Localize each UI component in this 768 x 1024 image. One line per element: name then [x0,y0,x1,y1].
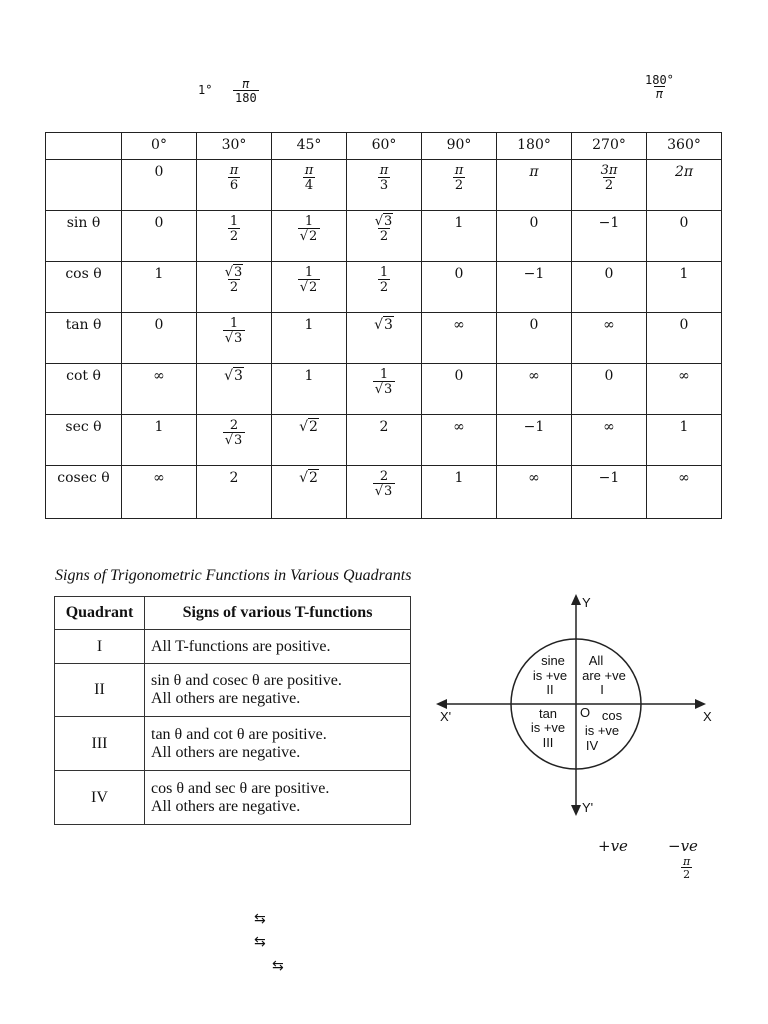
radian-30 [197,160,272,211]
y-prime-arrow-icon [571,805,581,816]
tan-row [46,313,722,364]
negative-label: −ve [668,837,698,855]
q3-line1: tan [538,706,558,721]
quadrant-signs [145,717,411,771]
sec-label: sec θ [46,415,122,466]
fraction-num: π [229,163,239,178]
radical-sign: √ [299,470,308,486]
cot-180: ∞ [497,364,572,415]
radian-180: π [497,160,572,211]
tan-label: tan θ [46,313,122,364]
header-60: 60° [347,133,422,160]
positive-label: +ve [598,837,628,855]
cosec-360: ∞ [647,466,722,519]
sqrt-2 [299,469,319,486]
fraction-den: 2 [229,280,239,295]
sec-180: −1 [497,415,572,466]
radical-sign: √ [224,265,233,280]
tan-360: 0 [647,313,722,364]
sin-0: 0 [122,211,197,262]
quadrant-number: I [55,630,145,664]
cot-45: 1 [272,364,347,415]
cot-row [46,364,722,415]
sin-30 [197,211,272,262]
cot-0: ∞ [122,364,197,415]
sqrt-3 [225,330,244,346]
quadrant-header-row [55,597,411,630]
quadrant-signs [145,771,411,825]
trig-values-table [45,132,722,519]
radicand: 3 [384,484,393,499]
radicand: 2 [309,470,318,486]
origin-label: O [580,705,591,720]
q2-line1: sine [541,653,565,668]
radian-row [46,160,722,211]
sin-270: −1 [572,211,647,262]
cos-45 [272,262,347,313]
fraction-num: π [454,163,464,178]
radicand: 2 [309,419,318,435]
header-30: 30° [197,133,272,160]
header-signs: Signs of various T-functions [145,597,411,630]
tan-60 [347,313,422,364]
cosec-270: −1 [572,466,647,519]
fraction-num: 1 [379,265,389,280]
radian-270 [572,160,647,211]
cos-30 [197,262,272,313]
radicand: 3 [234,433,243,448]
x-arrow-icon [695,699,706,709]
signs-line: All others are negative. [151,743,301,761]
q3-line3: III [542,735,554,750]
cosec-label: cosec θ [46,466,122,519]
sec-0: 1 [122,415,197,466]
header-360: 360° [647,133,722,160]
cosec-180: ∞ [497,466,572,519]
one-degree-label: 1° [198,83,213,97]
sqrt-3 [375,483,394,499]
signs-line: sin θ and cosec θ are positive. [151,672,342,689]
q1-line2: are +ve [582,668,626,683]
sec-270: ∞ [572,415,647,466]
sqrt-3 [225,264,244,280]
sec-row [46,415,722,466]
radian-0: 0 [122,160,197,211]
pi-over-180 [233,78,259,104]
y-label: Y [582,595,591,610]
sqrt-2 [300,228,319,244]
q2-line2: is +ve [532,668,568,683]
tan-30 [197,313,272,364]
fraction-den: 2 [379,280,389,295]
sec-30 [197,415,272,466]
radicand: 3 [384,214,393,229]
signs-line: cos θ and sec θ are positive. [151,779,330,797]
sin-90: 1 [422,211,497,262]
q4-line1: cos [601,708,623,723]
sqrt-3 [375,381,394,397]
pi-denominator: π [655,87,664,101]
swap-arrows-icon: ⇆ [254,911,266,927]
quadrant-number: IV [55,771,145,825]
sin-360: 0 [647,211,722,262]
radical-sign: √ [374,382,383,397]
sin-label: sin θ [46,211,122,262]
radicand: 3 [384,317,393,333]
radian-360: 2π [647,160,722,211]
radicand: 3 [234,331,243,346]
radian-45 [272,160,347,211]
header-0: 0° [122,133,197,160]
cosec-row [46,466,722,519]
fraction-den: 3 [379,178,389,193]
sec-360: 1 [647,415,722,466]
fraction-den: 2 [379,229,389,244]
radian-label-cell [46,160,122,211]
radian-60 [347,160,422,211]
quadrant-signs-table [54,596,411,825]
header-90: 90° [422,133,497,160]
sqrt-3 [224,367,244,384]
tan-0: 0 [122,313,197,364]
radian-90 [422,160,497,211]
y-arrow-icon [571,594,581,605]
radicand: 3 [234,368,243,384]
radical-sign: √ [374,214,383,229]
radical-sign: √ [224,331,233,346]
radical-sign: √ [224,368,233,384]
quadrant-diagram [430,590,730,820]
quadrant-row [55,630,411,664]
numerator-180-degrees: 180° [645,73,674,87]
q4-line3: IV [585,738,599,753]
cosec-90: 1 [422,466,497,519]
fraction-den: 2 [454,178,464,193]
radical-sign: √ [374,484,383,499]
radicand: 3 [384,382,393,397]
radical-sign: √ [224,433,233,448]
radical-sign: √ [299,280,308,295]
fraction-num: π [379,163,389,178]
fraction-num: π [304,163,314,178]
swap-arrows-icon: ⇆ [272,958,284,974]
fraction-num: 1 [304,214,314,229]
header-180: 180° [497,133,572,160]
sin-180: 0 [497,211,572,262]
cos-360: 1 [647,262,722,313]
sec-90: ∞ [422,415,497,466]
cos-label: cos θ [46,262,122,313]
corner-cell [46,133,122,160]
cosec-45 [272,466,347,519]
q2-line3: II [546,682,554,697]
sin-45 [272,211,347,262]
quadrant-row [55,771,411,825]
header-45: 45° [272,133,347,160]
sec-45 [272,415,347,466]
cos-0: 1 [122,262,197,313]
fraction-num: 1 [229,316,239,331]
cos-row [46,262,722,313]
radicand: 3 [234,265,243,280]
q1-line1: All [588,653,604,668]
fraction-num: 1 [379,367,389,382]
sin-60 [347,211,422,262]
tan-180: 0 [497,313,572,364]
tan-45: 1 [272,313,347,364]
cot-270: 0 [572,364,647,415]
pi-numerator: π [242,77,250,91]
sqrt-2 [299,418,319,435]
sqrt-3 [375,213,394,229]
quadrant-number: II [55,664,145,717]
x-prime-label: X' [440,709,452,724]
signs-line: All others are negative. [151,797,301,815]
cot-360: ∞ [647,364,722,415]
tan-270: ∞ [572,313,647,364]
y-prime-label: Y' [582,800,594,815]
sqrt-3 [374,316,394,333]
fraction-num: 2 [229,418,239,433]
cos-60 [347,262,422,313]
signs-line: tan θ and cot θ are positive. [151,725,327,743]
cos-270: 0 [572,262,647,313]
fraction-num: 1 [229,214,239,229]
quadrant-number: III [55,717,145,771]
fraction-num: 1 [304,265,314,280]
fraction-den: 6 [229,178,239,193]
radicand: 2 [309,280,318,295]
cosec-0: ∞ [122,466,197,519]
fraction-den: 2 [683,868,691,881]
swap-arrows-icon: ⇆ [254,934,266,950]
q4-line2: is +ve [584,723,620,738]
sin-row [46,211,722,262]
quadrant-signs [145,630,411,664]
cos-180: −1 [497,262,572,313]
header-quadrant: Quadrant [55,597,145,630]
fraction-den: 2 [229,229,239,244]
radicand: 2 [309,229,318,244]
fraction-num: 2 [379,469,389,484]
x-label: X [703,709,712,724]
q3-line2: is +ve [530,720,566,735]
header-270: 270° [572,133,647,160]
cot-label: cot θ [46,364,122,415]
radical-sign: √ [299,419,308,435]
180-over-pi [643,74,676,100]
fraction-den: 4 [304,178,314,193]
fraction-num: π [683,855,691,868]
radical-sign: √ [374,317,383,333]
cosec-60 [347,466,422,519]
signs-section-title: Signs of Trigonometric Functions in Various Quadrants [55,567,412,584]
quadrant-signs [145,664,411,717]
cot-30 [197,364,272,415]
fraction-num: 3π [600,163,618,178]
fraction-den: 2 [604,178,614,193]
denominator-180: 180 [235,91,257,105]
signs-line: All others are negative. [151,690,301,707]
sqrt-3 [225,432,244,448]
sec-60: 2 [347,415,422,466]
quadrant-row [55,717,411,771]
signs-line: All T-functions are positive. [151,637,331,655]
degree-header-row [46,133,722,160]
cot-60 [347,364,422,415]
x-prime-arrow-icon [436,699,447,709]
cos-90: 0 [422,262,497,313]
pi-over-2 [681,856,692,880]
cot-90: 0 [422,364,497,415]
sqrt-2 [300,279,319,295]
radical-sign: √ [299,229,308,244]
quadrant-row [55,664,411,717]
tan-90: ∞ [422,313,497,364]
q1-line3: I [600,682,604,697]
cosec-30: 2 [197,466,272,519]
